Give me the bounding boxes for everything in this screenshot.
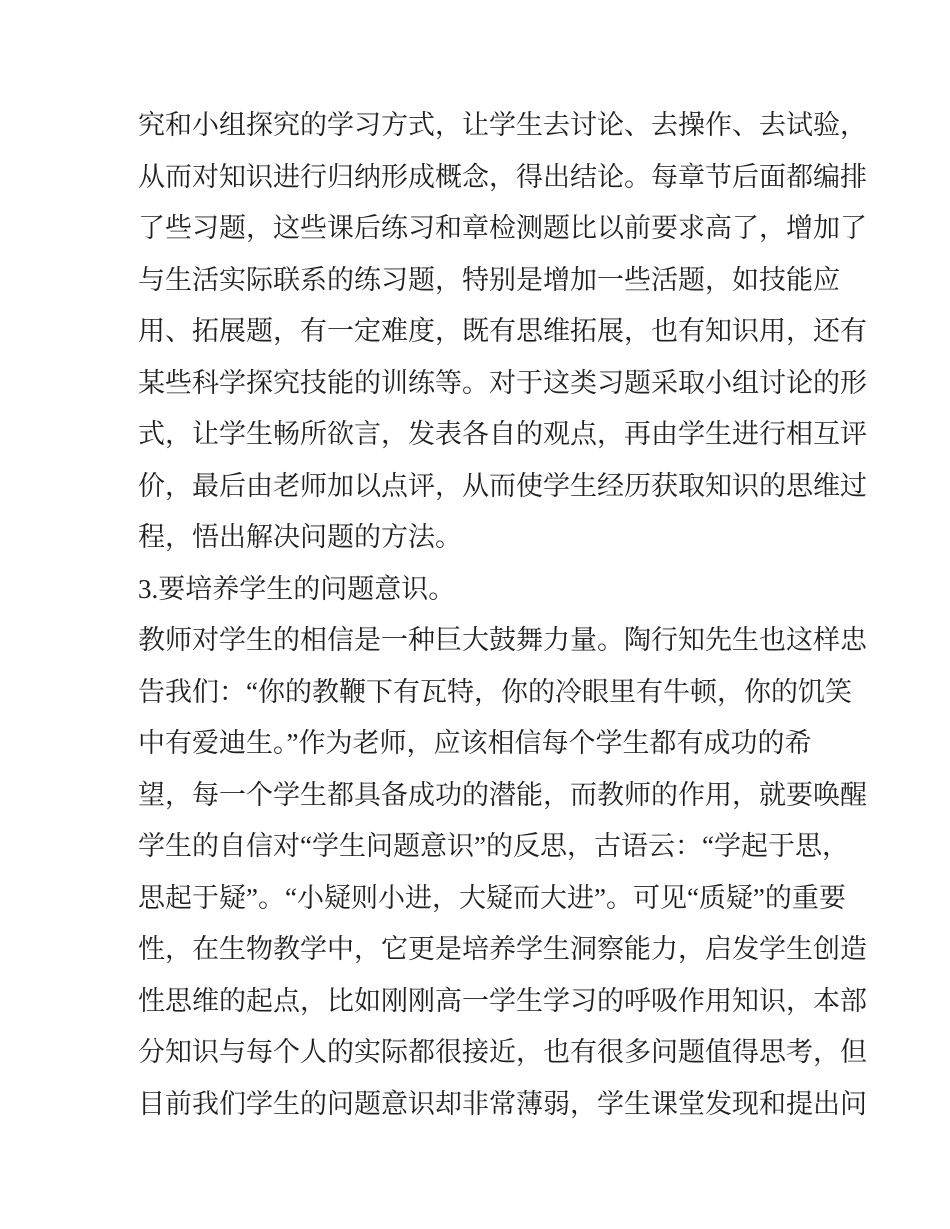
text-line: 究和小组探究的学习方式，让学生去讨论、去操作、去试验， <box>138 110 867 140</box>
text-line: 告我们：“你的教鞭下有瓦特，你的冷眼里有牛顿，你的饥笑 <box>138 676 852 707</box>
text-line: 思起于疑”。“小疑则小进，大疑而大进”。可见“质疑”的重要 <box>138 882 846 913</box>
text-line: 程，悟出解决问题的方法。 <box>138 522 462 552</box>
text-line: 分知识与每个人的实际都很接近，也有很多问题值得思考，但 <box>138 1037 867 1067</box>
text-line: 目前我们学生的问题意识却非常薄弱，学生课堂发现和提出问 <box>138 1088 867 1119</box>
text-line: 从而对知识进行归纳形成概念，得出结论。每章节后面都编排 <box>138 161 867 192</box>
text-line: 性思维的起点，比如刚刚高一学生学习的呼吸作用知识，本部 <box>138 985 867 1016</box>
text-line: 望，每一个学生都具备成功的潜能，而教师的作用，就要唤醒 <box>138 779 867 810</box>
text-line: 价，最后由老师加以点评，从而使学生经历获取知识的思维过 <box>138 470 867 501</box>
text-line: 中有爱迪生。”作为老师，应该相信每个学生都有成功的希 <box>138 728 812 758</box>
text-line: 3.要培养学生的问题意识。 <box>138 573 456 604</box>
text-line: 某些科学探究技能的训练等。对于这类习题采取小组讨论的形 <box>138 367 867 398</box>
text-line: 教师对学生的相信是一种巨大鼓舞力量。陶行知先生也这样忠 <box>138 625 867 655</box>
text-line: 学生的自信对“学生问题意识”的反思，古语云：“学起于思， <box>138 831 849 861</box>
text-line: 性，在生物教学中，它更是培养学生洞察能力，启发学生创造 <box>138 934 867 964</box>
text-line: 与生活实际联系的练习题，特别是增加一些活题，如技能应 <box>138 264 840 295</box>
text-line: 式，让学生畅所欲言，发表各自的观点，再由学生进行相互评 <box>138 419 867 449</box>
text-line: 用、拓展题，有一定难度，既有思维拓展，也有知识用，还有 <box>138 316 867 346</box>
document-text-block <box>138 100 918 1130</box>
text-line: 了些习题，这些课后练习和章检测题比以前要求高了，增加了 <box>138 213 867 243</box>
